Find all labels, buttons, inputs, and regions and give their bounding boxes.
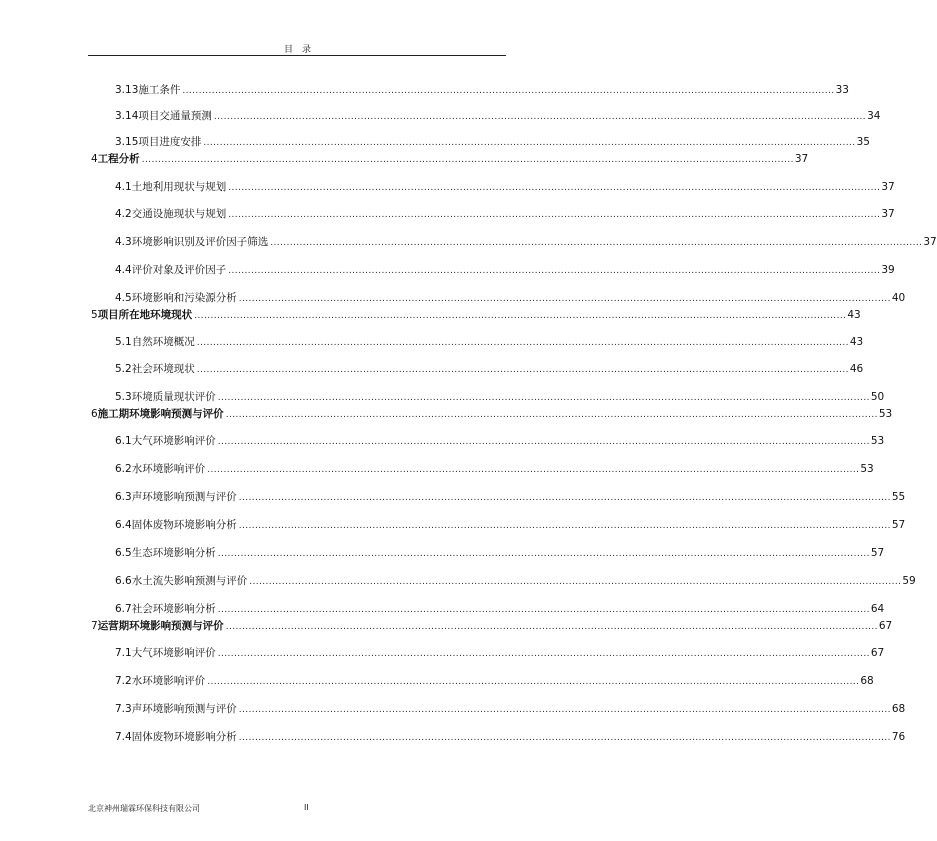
- toc-entry-page: 40: [891, 292, 906, 304]
- toc-entry-page: 37: [881, 181, 895, 193]
- toc-section-entry[interactable]: [115, 264, 895, 277]
- toc-dot-leader: ........................................................................................................................................................................................................: [238, 294, 891, 304]
- toc-dot-leader: ........................................................................................................................................................................................................: [238, 493, 891, 503]
- toc-section-entry[interactable]: [115, 647, 885, 660]
- toc-entry-title: 环境影响识别及评价因子筛选: [131, 236, 269, 248]
- toc-entry-page: 67: [878, 620, 893, 632]
- toc-dot-leader: ........................................................................................................................................................................................................: [194, 311, 847, 321]
- toc-entry-number: 5: [91, 309, 98, 321]
- toc-section-entry[interactable]: [115, 547, 885, 560]
- toc-entry-title: 声环境影响预测与评价: [131, 703, 237, 715]
- toc-entry-page: 67: [870, 647, 885, 659]
- toc-dot-leader: ........................................................................................................................................................................................................: [217, 437, 870, 447]
- toc-entry-number: 6.6: [115, 575, 132, 587]
- toc-entry-number: 6.4: [115, 519, 132, 531]
- toc-entry-page: 53: [870, 435, 885, 447]
- toc-section-entry[interactable]: [115, 208, 895, 221]
- toc-entry-number: 5.1: [115, 336, 132, 348]
- toc-section-entry[interactable]: [115, 292, 906, 305]
- toc-entry-number: 4.5: [115, 292, 132, 304]
- toc-entry-number: 6: [91, 408, 98, 420]
- toc-entry-page: 68: [891, 703, 906, 715]
- toc-section-entry[interactable]: [115, 575, 916, 588]
- toc-section-entry[interactable]: [115, 519, 906, 532]
- toc-entry-number: 3.15: [115, 136, 139, 148]
- toc-section-entry[interactable]: [115, 731, 906, 744]
- toc-entry-page: 39: [881, 264, 895, 276]
- toc-entry-number: 4.2: [115, 208, 132, 220]
- toc-entry-number: 3.14: [115, 110, 139, 122]
- toc-entry-number: 6.1: [115, 435, 132, 447]
- toc-section-entry[interactable]: [115, 391, 885, 404]
- toc-section-entry[interactable]: [115, 703, 906, 716]
- toc-entry-title: 固体废物环境影响分析: [131, 519, 237, 531]
- toc-dot-leader: ........................................................................................................................................................................................................: [196, 365, 849, 375]
- toc-dot-leader: ........................................................................................................................................................................................................: [217, 649, 870, 659]
- toc-entry-title: 大气环境影响评价: [131, 647, 216, 659]
- toc-dot-leader: ........................................................................................................................................................................................................: [270, 238, 923, 248]
- toc-chapter-entry[interactable]: [91, 309, 861, 322]
- toc-entry-title: 社会环境现状: [131, 363, 195, 375]
- toc-entry-title: 环境影响和污染源分析: [131, 292, 237, 304]
- toc-dot-leader: ........................................................................................................................................................................................................: [228, 266, 881, 276]
- toc-entry-page: 68: [860, 675, 874, 687]
- toc-entry-title: 评价对象及评价因子: [131, 264, 227, 276]
- page-header-title: 目 录: [283, 45, 311, 55]
- footer-page-number: II: [304, 803, 309, 812]
- toc-entry-page: 43: [849, 336, 864, 348]
- toc-dot-leader: ........................................................................................................................................................................................................: [238, 733, 891, 743]
- toc-entry-page: 33: [835, 84, 849, 96]
- toc-section-entry[interactable]: [115, 336, 864, 349]
- toc-dot-leader: ........................................................................................................................................................................................................: [217, 549, 870, 559]
- toc-entry-page: 53: [860, 463, 874, 475]
- toc-dot-leader: ........................................................................................................................................................................................................: [207, 465, 860, 475]
- toc-dot-leader: ........................................................................................................................................................................................................: [249, 577, 902, 587]
- toc-entry-page: 57: [891, 519, 906, 531]
- toc-section-entry[interactable]: [115, 84, 849, 97]
- toc-dot-leader: ........................................................................................................................................................................................................: [228, 210, 881, 220]
- toc-entry-number: 5.3: [115, 391, 132, 403]
- toc-dot-leader: ........................................................................................................................................................................................................: [238, 705, 891, 715]
- toc-entry-number: 7.3: [115, 703, 132, 715]
- toc-entry-title: 土地利用现状与规划: [131, 181, 227, 193]
- toc-section-entry[interactable]: [115, 363, 864, 376]
- toc-entry-number: 4.3: [115, 236, 132, 248]
- toc-section-entry[interactable]: [115, 435, 885, 448]
- toc-entry-number: 3.13: [115, 84, 139, 96]
- toc-dot-leader: ........................................................................................................................................................................................................: [217, 393, 870, 403]
- toc-entry-title: 环境质量现状评价: [131, 391, 216, 403]
- toc-dot-leader: ........................................................................................................................................................................................................: [207, 677, 860, 687]
- toc-entry-title: 自然环境概况: [131, 336, 195, 348]
- toc-entry-title: 运营期环境影响预测与评价: [97, 620, 224, 632]
- toc-chapter-entry[interactable]: [91, 620, 893, 633]
- toc-section-entry[interactable]: [115, 236, 937, 249]
- toc-section-entry[interactable]: [115, 136, 870, 149]
- toc-entry-page: 53: [878, 408, 893, 420]
- toc-dot-leader: ........................................................................................................................................................................................................: [213, 112, 867, 122]
- toc-entry-page: 57: [870, 547, 885, 559]
- toc-entry-page: 46: [849, 363, 864, 375]
- toc-section-entry[interactable]: [115, 463, 874, 476]
- toc-entry-title: 项目交通量预测: [138, 110, 212, 122]
- toc-entry-title: 社会环境影响分析: [131, 603, 216, 615]
- toc-entry-title: 水环境影响评价: [131, 463, 206, 475]
- toc-chapter-entry[interactable]: [91, 153, 809, 166]
- toc-dot-leader: ........................................................................................................................................................................................................: [225, 410, 878, 420]
- toc-entry-number: 6.3: [115, 491, 132, 503]
- toc-entry-number: 7.1: [115, 647, 132, 659]
- toc-entry-title: 固体废物环境影响分析: [131, 731, 237, 743]
- toc-chapter-entry[interactable]: [91, 408, 893, 421]
- toc-dot-leader: ........................................................................................................................................................................................................: [141, 155, 794, 165]
- toc-entry-number: 4: [91, 153, 98, 165]
- toc-dot-leader: ........................................................................................................................................................................................................: [225, 622, 878, 632]
- toc-entry-number: 6.2: [115, 463, 132, 475]
- toc-entry-number: 6.5: [115, 547, 132, 559]
- toc-section-entry[interactable]: [115, 603, 885, 616]
- toc-entry-title: 生态环境影响分析: [131, 547, 216, 559]
- toc-entry-number: 4.1: [115, 181, 132, 193]
- toc-entry-title: 项目进度安排: [138, 136, 202, 148]
- toc-entry-title: 大气环境影响评价: [131, 435, 216, 447]
- toc-entry-title: 工程分析: [97, 153, 140, 165]
- toc-section-entry[interactable]: [115, 110, 881, 123]
- toc-section-entry[interactable]: [115, 675, 874, 688]
- toc-entry-page: 55: [891, 491, 906, 503]
- toc-entry-title: 水环境影响评价: [131, 675, 206, 687]
- toc-entry-page: 37: [794, 153, 809, 165]
- toc-entry-number: 4.4: [115, 264, 132, 276]
- toc-entry-number: 6.7: [115, 603, 132, 615]
- toc-entry-page: 50: [870, 391, 885, 403]
- toc-section-entry[interactable]: [115, 181, 895, 194]
- toc-entry-number: 5.2: [115, 363, 132, 375]
- toc-entry-title: 施工条件: [138, 84, 181, 96]
- toc-entry-page: 76: [891, 731, 906, 743]
- toc-entry-number: 7.4: [115, 731, 132, 743]
- toc-entry-page: 64: [870, 603, 885, 615]
- footer-company-name: 北京神州瑞霖环保科技有限公司: [88, 804, 200, 813]
- toc-entry-page: 37: [923, 236, 937, 248]
- toc-entry-page: 43: [847, 309, 861, 321]
- toc-entry-page: 59: [902, 575, 916, 587]
- toc-dot-leader: ........................................................................................................................................................................................................: [196, 338, 849, 348]
- toc-entry-title: 施工期环境影响预测与评价: [97, 408, 224, 420]
- toc-entry-page: 35: [856, 136, 870, 148]
- toc-dot-leader: ........................................................................................................................................................................................................: [217, 605, 870, 615]
- toc-dot-leader: ........................................................................................................................................................................................................: [238, 521, 891, 531]
- toc-entry-number: 7: [91, 620, 98, 632]
- toc-dot-leader: ........................................................................................................................................................................................................: [182, 86, 835, 96]
- toc-section-entry[interactable]: [115, 491, 906, 504]
- toc-entry-number: 7.2: [115, 675, 132, 687]
- toc-entry-title: 声环境影响预测与评价: [131, 491, 237, 503]
- toc-entry-page: 34: [867, 110, 881, 122]
- toc-entry-page: 37: [881, 208, 895, 220]
- toc-dot-leader: ........................................................................................................................................................................................................: [203, 138, 856, 148]
- toc-entry-title: 交通设施现状与规划: [131, 208, 227, 220]
- toc-entry-title: 项目所在地环境现状: [97, 309, 193, 321]
- toc-entry-title: 水土流失影响预测与评价: [131, 575, 248, 587]
- toc-dot-leader: ........................................................................................................................................................................................................: [228, 183, 881, 193]
